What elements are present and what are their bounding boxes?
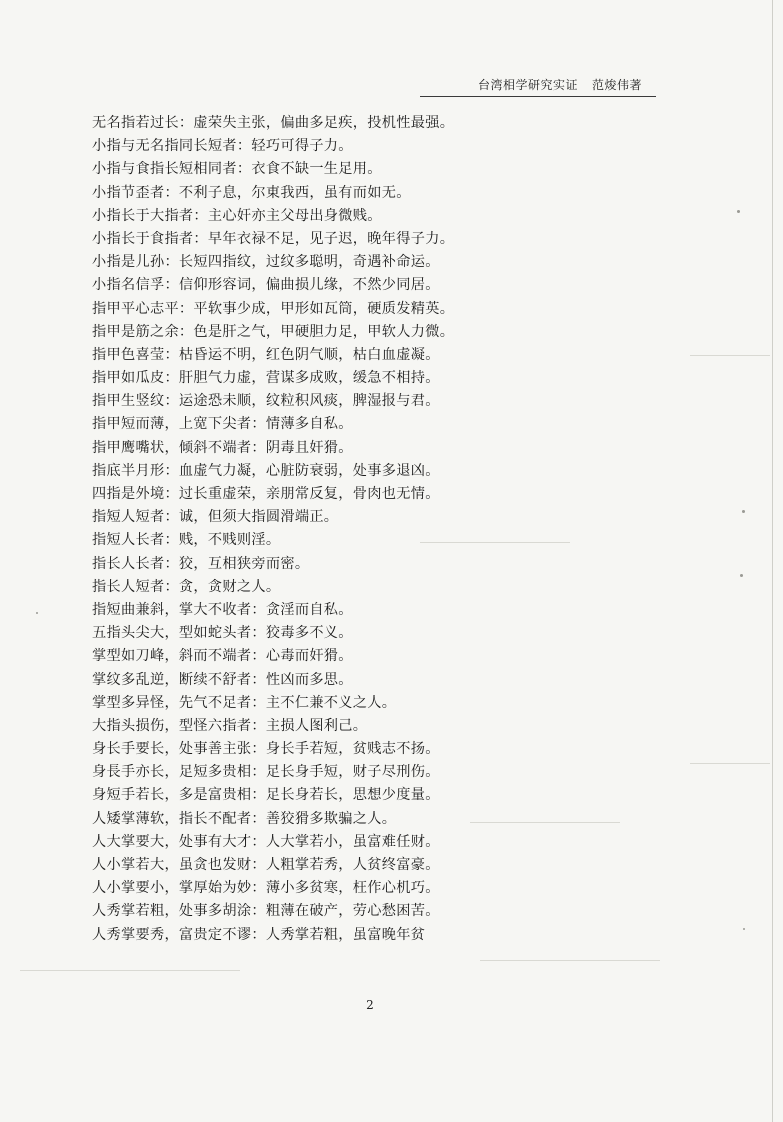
scan-speck xyxy=(36,612,38,614)
text-line: 指甲短而薄，上宽下尖者：情薄多自私。 xyxy=(92,416,353,433)
text-line: 人大掌要大，处事有大才：人大掌若小，虽富难任财。 xyxy=(92,833,440,850)
scan-edge xyxy=(772,0,773,1122)
text-line: 指短曲兼斜，掌大不收者：贪淫而自私。 xyxy=(92,601,353,618)
scan-speck xyxy=(742,510,745,513)
scan-artifact-line xyxy=(20,970,240,971)
author-name: 范焌伟著 xyxy=(591,78,642,92)
page-number: 2 xyxy=(366,998,374,1012)
text-line: 人小掌要小，掌厚始为妙：薄小多贫寒，枉作心机巧。 xyxy=(92,880,440,897)
scan-artifact-line xyxy=(690,763,770,764)
text-line: 指甲如瓜皮：肝胆气力虚，营谋多成败，缓急不相持。 xyxy=(92,370,440,387)
scan-speck xyxy=(737,210,740,213)
scan-artifact-line xyxy=(480,960,660,961)
text-line: 小指长于大指者：主心奸亦主父母出身微贱。 xyxy=(92,207,382,224)
text-line: 大指头损伤，型怪六指者：主损人图利己。 xyxy=(92,717,368,734)
header-text xyxy=(478,76,642,93)
scan-speck xyxy=(743,928,745,930)
text-line: 小指是儿孙：长短四指纹，过纹多聪明，奇遇补命运。 xyxy=(92,254,440,271)
scan-artifact-line xyxy=(690,355,770,356)
text-line: 指甲平心志平：平软事少成，甲形如瓦筒，硬质发精英。 xyxy=(92,300,455,317)
text-line: 掌型如刀峰，斜而不端者：心毒而奸猾。 xyxy=(92,648,353,665)
text-line: 指长人长者：狡，互相狭旁而密。 xyxy=(92,555,310,572)
text-line: 指短人长者：贱，不贱则淫。 xyxy=(92,532,281,549)
text-line: 指长人短者：贪，贪财之人。 xyxy=(92,578,281,595)
text-line: 小指长于食指者：早年衣禄不足，见子迟，晚年得子力。 xyxy=(92,230,455,247)
text-line: 小指与无名指同长短者：轻巧可得子力。 xyxy=(92,138,353,155)
text-line: 身长手要长，处事善主张：身长手若短，贫贱志不扬。 xyxy=(92,741,440,758)
text-line: 无名指若过长：虚荣失主张，偏曲多足疾，投机性最强。 xyxy=(92,115,455,131)
text-line: 人小掌若大，虽贪也发财：人粗掌若秀，人贫终富豪。 xyxy=(92,857,440,873)
text-line: 人矮掌薄软，指长不配者：善狡猾多欺骗之人。 xyxy=(92,810,397,827)
text-line: 五指头尖大，型如蛇头者：狡毒多不义。 xyxy=(92,625,353,642)
body-text xyxy=(92,112,532,947)
text-line: 身長手亦长，足短多贵相：足长身手短，财子尽刑伤。 xyxy=(92,764,440,781)
text-line: 身短手若长，多是富贵相：足长身若长，思想少度量。 xyxy=(92,787,440,804)
book-title: 台湾相学研究实证 xyxy=(477,78,578,92)
text-line: 指甲是筋之余：色是肝之气，甲硬胆力足，甲软人力微。 xyxy=(92,323,455,340)
text-line: 四指是外境：过长重虚荣，亲朋常反复，骨肉也无情。 xyxy=(92,486,440,502)
running-header xyxy=(420,72,656,97)
scan-speck xyxy=(740,574,743,577)
text-line: 人秀掌若粗，处事多胡涂：粗薄在破产，劳心愁困苦。 xyxy=(92,903,440,920)
text-line: 掌纹多乱逆，断续不舒者：性凶而多思。 xyxy=(92,671,353,688)
text-line: 指甲鹰嘴状，倾斜不端者：阴毒且奸猾。 xyxy=(92,439,353,456)
text-line: 小指与食指长短相同者：衣食不缺一生足用。 xyxy=(92,161,382,178)
text-line: 小指节歪者：不利子息，尔東我西，虽有而如无。 xyxy=(92,184,411,201)
text-line: 小指名信孚：信仰形容词，偏曲损儿缘，不然少同居。 xyxy=(92,277,440,294)
text-line: 掌型多异怪，先气不足者：主不仁兼不义之人。 xyxy=(92,694,397,711)
text-line: 指甲色喜莹：枯昏运不明，红色阴气顺，枯白血虚凝。 xyxy=(92,346,440,363)
text-line: 人秀掌要秀，富贵定不谬：人秀掌若粗，虽富晚年贫 xyxy=(92,926,426,943)
text-line: 指甲生竖纹：运途恐未顺，纹粒积风痰，脾湿报与君。 xyxy=(92,393,440,410)
text-line: 指短人短者：诚，但须大指圆滑端正。 xyxy=(92,509,339,526)
text-line: 指底半月形：血虚气力凝，心脏防衰弱，处事多退凶。 xyxy=(92,462,440,479)
